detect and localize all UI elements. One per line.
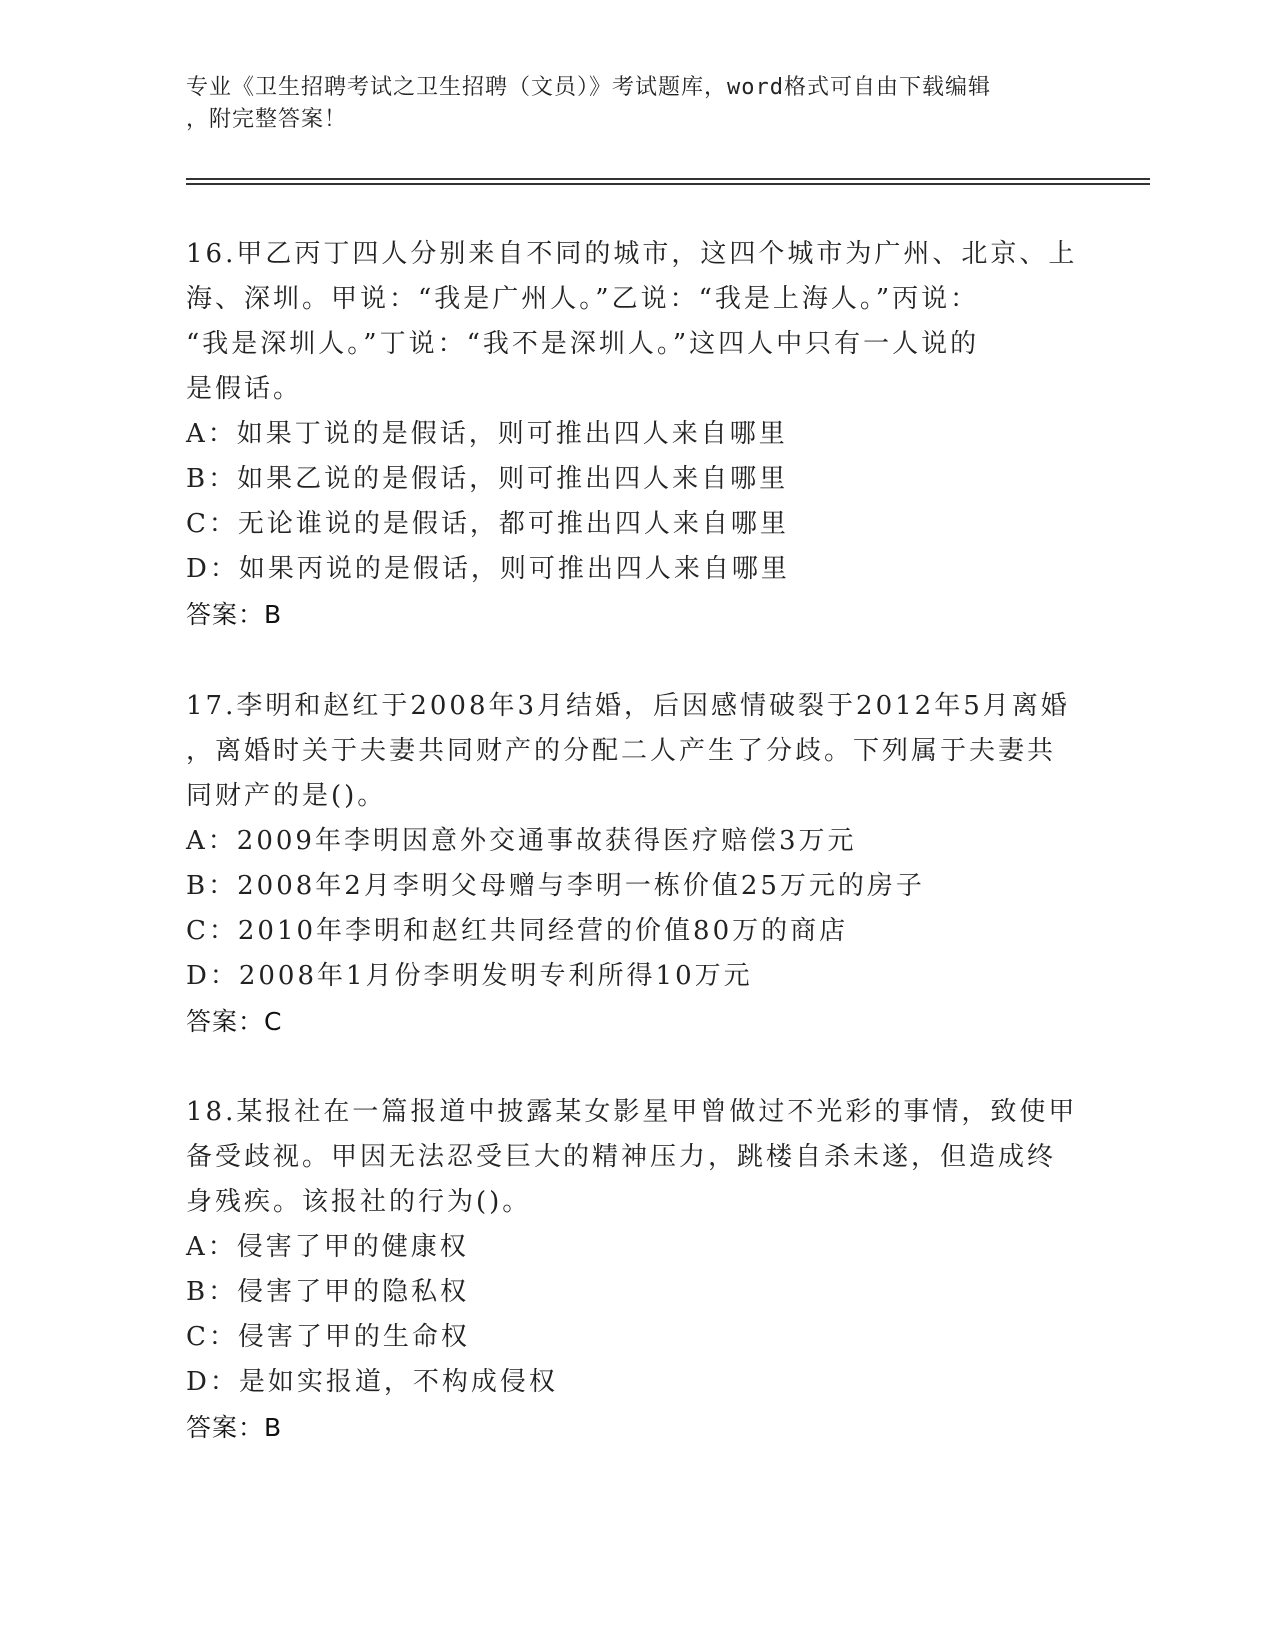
question-stem [186, 1090, 1086, 1225]
option-c: C：2010年李明和赵红共同经营的价值80万的商店 [186, 916, 849, 946]
stem-line: 身残疾。该报社的行为()。 [186, 1187, 532, 1217]
answer: 答案：C [186, 1007, 283, 1036]
option-a: A：如果丁说的是假话，则可推出四人来自哪里 [186, 419, 788, 449]
option-c: C：侵害了甲的生命权 [186, 1322, 470, 1352]
header-divider-bottom [186, 183, 1150, 185]
option-a: A：侵害了甲的健康权 [186, 1232, 469, 1262]
question-16 [186, 232, 1086, 637]
stem-line: 是假话。 [186, 374, 303, 404]
option-b: B：如果乙说的是假话，则可推出四人来自哪里 [186, 464, 789, 494]
stem-line: 17.李明和赵红于2008年3月结婚，后因感情破裂于2012年5月离婚 [186, 691, 1070, 721]
option-d: D：是如实报道，不构成侵权 [186, 1367, 558, 1397]
option-b: B：侵害了甲的隐私权 [186, 1277, 470, 1307]
question-stem [186, 232, 1086, 412]
stem-line: ，离婚时关于夫妻共同财产的分配二人产生了分歧。下列属于夫妻共 [186, 736, 1057, 766]
question-17 [186, 684, 1086, 1044]
stem-line: 备受歧视。甲因无法忍受巨大的精神压力，跳楼自杀未遂，但造成终 [186, 1142, 1057, 1172]
stem-line: 海、深圳。甲说：“我是广州人。”乙说：“我是上海人。”丙说： [186, 284, 980, 314]
question-18 [186, 1090, 1086, 1450]
header-divider-top [186, 178, 1150, 180]
option-d: D：如果丙说的是假话，则可推出四人来自哪里 [186, 554, 790, 584]
document-header [186, 72, 1076, 136]
option-b: B：2008年2月李明父母赠与李明一栋价值25万元的房子 [186, 871, 925, 901]
header-line-2: ，附完整答案！ [186, 107, 348, 132]
stem-line: 18.某报社在一篇报道中披露某女影星甲曾做过不光彩的事情，致使甲 [186, 1097, 1078, 1127]
answer: 答案：B [186, 1413, 283, 1442]
question-stem [186, 684, 1086, 819]
header-line-1: 专业《卫生招聘考试之卫生招聘（文员）》考试题库，word格式可自由下载编辑 [186, 75, 991, 100]
stem-line: “我是深圳人。”丁说：“我不是深圳人。”这四人中只有一人说的 [186, 329, 980, 359]
stem-line: 同财产的是()。 [186, 781, 387, 811]
option-c: C：无论谁说的是假话，都可推出四人来自哪里 [186, 509, 789, 539]
option-a: A：2009年李明因意外交通事故获得医疗赔偿3万元 [186, 826, 857, 856]
answer: 答案：B [186, 600, 283, 629]
stem-line: 16.甲乙丙丁四人分别来自不同的城市，这四个城市为广州、北京、上 [186, 239, 1078, 269]
option-d: D：2008年1月份李明发明专利所得10万元 [186, 961, 753, 991]
